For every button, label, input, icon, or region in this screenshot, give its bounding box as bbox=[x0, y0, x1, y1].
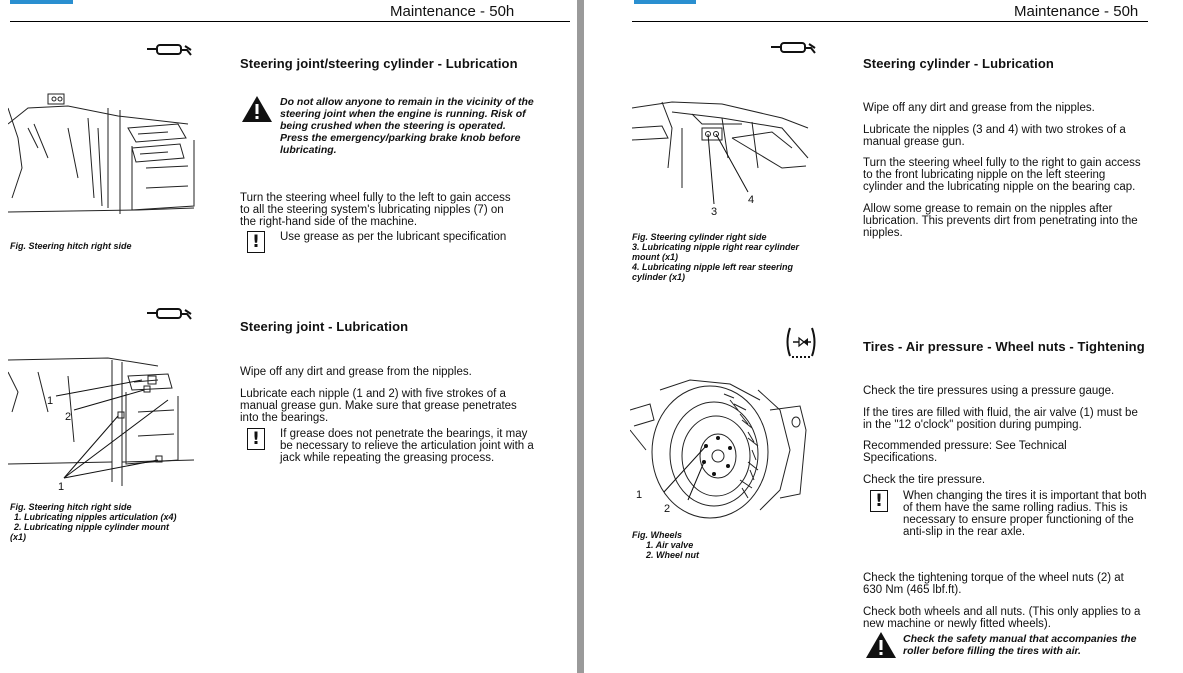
warning-icon bbox=[240, 94, 274, 124]
callout-label: 4 bbox=[748, 194, 755, 206]
warning-text: Do not allow anyone to remain in the vicinity of the steering joint when the engine is running. Risk of being crushed when the steering is operated. Press the emergency/parking brake knob before lubricating. bbox=[280, 96, 534, 156]
notice-icon: ! bbox=[870, 490, 888, 512]
steering-hitch-illustration bbox=[8, 88, 208, 220]
steering-hitch-illustration bbox=[8, 352, 198, 494]
left-page bbox=[0, 0, 577, 673]
body-text: Check both wheels and all nuts. (This only applies to a new machine or newly fitted wheels). bbox=[863, 606, 1141, 630]
grease-gun-icon bbox=[145, 42, 195, 58]
notice-text: If grease does not penetrate the bearings, it may be necessary to relieve the articulation joint with a jack while repeating the greasing process. bbox=[280, 428, 534, 464]
body-text: Check the tire pressure. bbox=[863, 474, 986, 486]
notice-text: Use grease as per the lubricant specification bbox=[280, 231, 507, 243]
header-rule bbox=[632, 21, 1148, 22]
wheel-illustration bbox=[630, 370, 810, 520]
section-title: Steering joint/steering cylinder - Lubrication bbox=[240, 56, 518, 71]
right-page bbox=[584, 0, 1183, 673]
tire-pressure-icon bbox=[784, 324, 818, 360]
figure-caption: Fig. Steering hitch right side 1. Lubricating nipples articulation (x4) 2. Lubricating nipple cylinder mount (x1) bbox=[10, 502, 177, 542]
grease-gun-icon bbox=[769, 40, 819, 56]
callout-label: 1 bbox=[47, 395, 54, 407]
body-text: Lubricate the nipples (3 and 4) with two strokes of a manual grease gun. bbox=[863, 124, 1126, 148]
page-divider bbox=[577, 0, 584, 673]
figure-caption: Fig. Steering cylinder right side 3. Lubricating nipple right rear cylinder mount (x1) 4. Lubricating nipple left rear steering cylinder (x1) bbox=[632, 232, 800, 282]
grease-gun-icon bbox=[145, 306, 195, 322]
blue-tab bbox=[634, 0, 696, 4]
body-text: Turn the steering wheel fully to the right to gain access to the front lubricating nipple on the left steering cylinder and the lubricating nipple on the bearing cap. bbox=[863, 157, 1141, 193]
figure-caption: Fig. Steering hitch right side bbox=[10, 241, 132, 251]
notice-text: When changing the tires it is important that both of them have the same rolling radius. This is necessary to ensure proper functioning of the anti-slip in the rear axle. bbox=[903, 490, 1147, 538]
body-text: Check the tire pressures using a pressure gauge. bbox=[863, 385, 1115, 397]
section-title: Tires - Air pressure - Wheel nuts - Tightening bbox=[863, 339, 1145, 354]
body-text: Wipe off any dirt and grease from the nipples. bbox=[863, 102, 1095, 114]
figure-caption: Fig. Wheels 1. Air valve 2. Wheel nut bbox=[632, 530, 700, 560]
callout-label: 1 bbox=[636, 489, 643, 501]
body-text: Recommended pressure: See Technical Specifications. bbox=[863, 440, 1067, 464]
notice-icon: ! bbox=[247, 231, 265, 253]
header-rule bbox=[10, 21, 570, 22]
body-text: Allow some grease to remain on the nipples after lubrication. This prevents dirt from penetrating into the nipples. bbox=[863, 203, 1138, 239]
callout-label: 1 bbox=[58, 481, 65, 493]
section-title: Steering joint - Lubrication bbox=[240, 319, 409, 334]
body-text: Turn the steering wheel fully to the left to gain access to all the steering system's lubricating nipples (7) on the right-hand side of the machine. bbox=[240, 192, 511, 228]
body-text: Check the tightening torque of the wheel nuts (2) at 630 Nm (465 lbf.ft). bbox=[863, 572, 1124, 596]
notice-icon: ! bbox=[247, 428, 265, 450]
body-text: If the tires are filled with fluid, the air valve (1) must be in the "12 o'clock" position during pumping. bbox=[863, 407, 1138, 431]
body-text: Wipe off any dirt and grease from the nipples. bbox=[240, 366, 472, 378]
callout-label: 3 bbox=[711, 206, 718, 218]
callout-label: 2 bbox=[664, 503, 671, 515]
warning-icon bbox=[864, 630, 898, 660]
blue-tab bbox=[10, 0, 73, 4]
callout-label: 2 bbox=[65, 411, 72, 423]
page-header: Maintenance - 50h bbox=[1014, 3, 1139, 20]
steering-cylinder-illustration bbox=[632, 88, 812, 218]
page-header: Maintenance - 50h bbox=[390, 3, 515, 20]
warning-text: Check the safety manual that accompanies the roller before filling the tires with air. bbox=[903, 633, 1137, 657]
body-text: Lubricate each nipple (1 and 2) with five strokes of a manual grease gun. Make sure that grease penetrates into the bearings. bbox=[240, 388, 517, 424]
section-title: Steering cylinder - Lubrication bbox=[863, 56, 1054, 71]
